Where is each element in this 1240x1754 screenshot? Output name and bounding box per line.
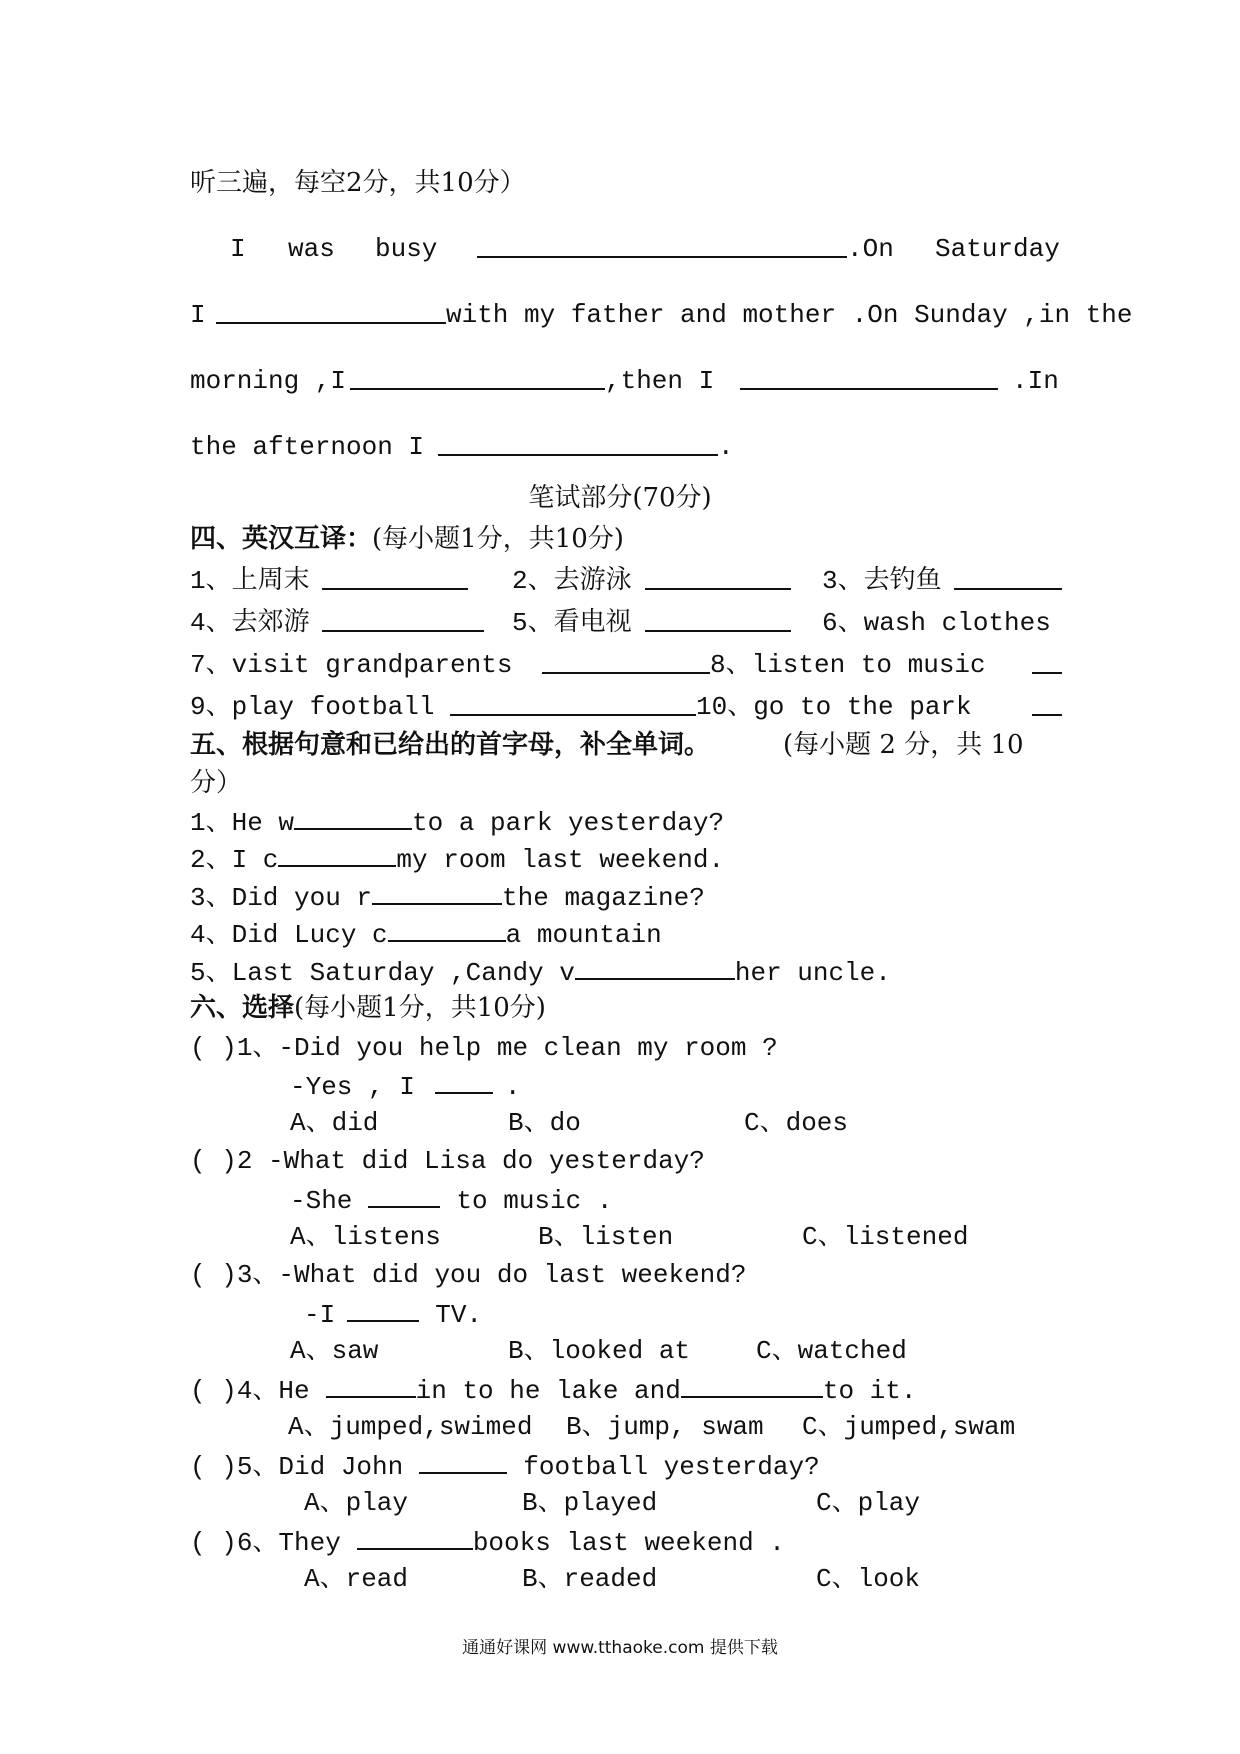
passage-blank-2[interactable]	[216, 298, 446, 324]
fill-blank-5[interactable]	[575, 954, 735, 980]
option-a[interactable]: A、read	[304, 1564, 409, 1594]
option-b[interactable]: B、jump, swam	[566, 1412, 764, 1442]
section-5-score-cont: 分）	[190, 768, 243, 798]
translate-blank-5[interactable]	[645, 606, 791, 632]
translate-blank-10[interactable]	[1032, 690, 1062, 716]
choice-blank-3[interactable]	[347, 1296, 419, 1322]
option-a[interactable]: A、listens	[290, 1222, 441, 1252]
fill-item-1: 1、He w to a park yesterday?	[190, 804, 724, 840]
option-c[interactable]: C、listened	[802, 1222, 969, 1252]
option-a[interactable]: A、play	[304, 1488, 409, 1518]
option-c[interactable]: C、does	[744, 1108, 849, 1138]
choice-q6: ( )6、They books last weekend .	[190, 1524, 785, 1560]
choice-q1-line2: -Yes , I .	[290, 1068, 520, 1104]
fill-item-4: 4、Did Lucy c a mountain	[190, 916, 662, 952]
option-a[interactable]: A、saw	[290, 1336, 379, 1366]
listening-intro: 听三遍，每空2分，共10分）	[190, 168, 526, 198]
fill-blank-1[interactable]	[294, 804, 412, 830]
translate-blank-8[interactable]	[1032, 648, 1062, 674]
option-c[interactable]: C、play	[816, 1488, 921, 1518]
option-a[interactable]: A、did	[290, 1108, 379, 1138]
translate-blank-2[interactable]	[645, 564, 791, 590]
choice-q2-line2: -She to music .	[290, 1182, 612, 1218]
answer-paren-1[interactable]: ( )	[190, 1033, 237, 1063]
translate-blank-4[interactable]	[322, 606, 484, 632]
option-b[interactable]: B、looked at	[508, 1336, 691, 1366]
fill-item-2: 2、I c my room last weekend.	[190, 841, 724, 877]
answer-paren-5[interactable]: ( )	[190, 1452, 237, 1482]
option-b[interactable]: B、do	[508, 1108, 581, 1138]
choice-blank-1[interactable]	[435, 1068, 493, 1094]
passage-blank-4[interactable]	[740, 364, 998, 390]
written-part-title: 笔试部分(70分)	[528, 483, 712, 513]
option-c[interactable]: C、jumped,swam	[802, 1412, 1016, 1442]
section-4-header: 四、英汉互译：(每小题1分，共10分)	[190, 524, 624, 554]
page-footer: 通通好课网 www.tthaoke.com 提供下载	[462, 1638, 778, 1658]
fill-item-5: 5、Last Saturday ,Candy v her uncle.	[190, 954, 891, 990]
answer-paren-3[interactable]: ( )	[190, 1260, 237, 1290]
translate-blank-7[interactable]	[542, 648, 710, 674]
choice-q4: ( )4、He in to he lake and to it.	[190, 1372, 917, 1408]
option-b[interactable]: B、listen	[538, 1222, 674, 1252]
passage-blank-5[interactable]	[438, 430, 718, 456]
choice-q3-line2: -I TV.	[304, 1296, 482, 1332]
answer-paren-2[interactable]: ( )	[190, 1146, 237, 1176]
choice-blank-5[interactable]	[419, 1448, 507, 1474]
choice-blank-2[interactable]	[368, 1182, 440, 1208]
fill-blank-4[interactable]	[388, 916, 506, 942]
option-c[interactable]: C、watched	[756, 1336, 907, 1366]
option-a[interactable]: A、jumped,swimed	[288, 1412, 533, 1442]
answer-paren-4[interactable]: ( )	[190, 1376, 237, 1406]
section-6-header: 六、选择(每小题1分，共10分)	[190, 993, 546, 1023]
choice-q3: ( )3、-What did you do last weekend?	[190, 1260, 747, 1290]
translate-blank-9[interactable]	[450, 690, 696, 716]
fill-blank-3[interactable]	[372, 879, 502, 905]
option-c[interactable]: C、look	[816, 1564, 921, 1594]
translate-blank-1[interactable]	[322, 564, 468, 590]
fill-item-3: 3、Did you r the magazine?	[190, 879, 705, 915]
choice-blank-4a[interactable]	[326, 1372, 416, 1398]
answer-paren-6[interactable]: ( )	[190, 1528, 237, 1558]
option-b[interactable]: B、played	[522, 1488, 658, 1518]
choice-q2: ( )2 -What did Lisa do yesterday?	[190, 1146, 705, 1176]
fill-blank-2[interactable]	[278, 841, 396, 867]
option-b[interactable]: B、readed	[522, 1564, 658, 1594]
translate-blank-3[interactable]	[954, 564, 1062, 590]
choice-blank-6[interactable]	[357, 1524, 473, 1550]
section-5-header: 五、根据句意和已给出的首字母，补全单词。 (每小题 2 分，共 10	[190, 730, 1024, 760]
passage-blank-3[interactable]	[350, 364, 605, 390]
choice-q5: ( )5、Did John football yesterday?	[190, 1448, 820, 1484]
choice-q1: ( )1、-Did you help me clean my room ?	[190, 1033, 778, 1063]
choice-blank-4b[interactable]	[681, 1372, 823, 1398]
passage-blank-1[interactable]	[477, 232, 847, 258]
